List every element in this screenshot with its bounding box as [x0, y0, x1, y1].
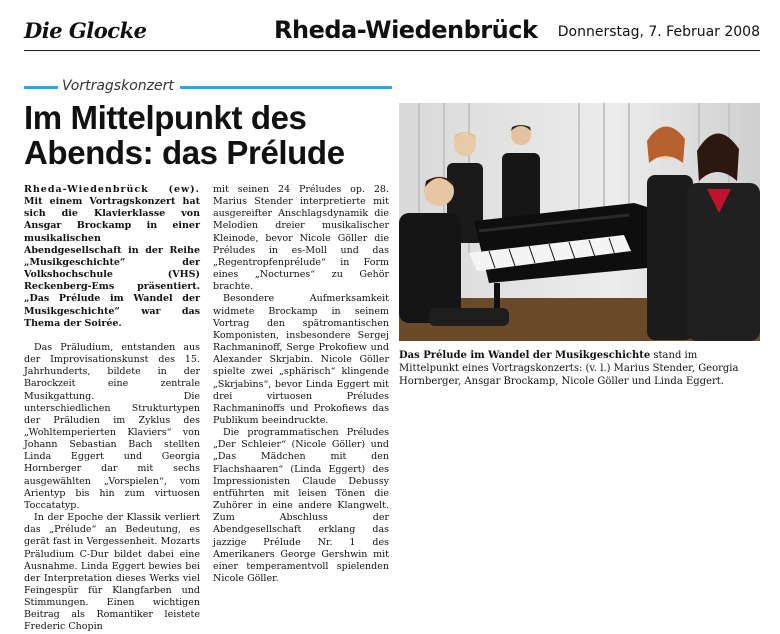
masthead [24, 14, 760, 51]
section-title: Rheda-Wiedenbrück [274, 16, 538, 44]
kicker: Vortragskonzert [62, 78, 174, 94]
photo-caption [399, 349, 760, 388]
issue-date: Donnerstag, 7. Februar 2008 [557, 24, 760, 40]
body-paragraph: Besondere Aufmerksamkeit widmete Brockamp in seinem Vortrag den spätromantischen Komponisten, insbesondere Sergej Rachmaninoff, Serge Prokofiew und Alexander Skrjabin. Nicole Göller spielte zwei „sphärisch“ klingende „Skrjabins“, bevor Linda Eggert mit drei virtuosen Préludes Rachmaninoffs und Prokofiews das Publikum beeindruckte. [213, 293, 389, 426]
kicker-rule-left [24, 86, 58, 89]
caption-text: stand im Mittelpunkt eines Vortragskonzerts: (v. l.) Marius Stender, Georgia Hornberger, Ansgar Brockamp, Nicole Göller und Linda Eggert. [399, 350, 739, 387]
caption-title: Das Prélude im Wandel der Musikgeschichte [399, 350, 651, 361]
article-column-2 [213, 184, 389, 585]
body-paragraph: mit seinen 24 Préludes op. 28. Marius Stender interpretierte mit ausgereifter Anschlagsdynamik die Melodien dreier musikalischer Kleinode, bevor Nicole Göller die Préludes in es-Moll und das „Regentropfenprélude“ in Form eines „Nocturnes“ zu Gehör brachte. [213, 184, 389, 293]
body-paragraph: Das Präludium, entstanden aus der Improvisationskunst des 15. Jahrhunderts, bildete in der Barockzeit eine zentrale Musikgattung. Die unterschiedlichen Strukturtypen der Präludien im Zyklus des „Wohltemperierten Klaviers“ von Johann Sebastian Bach stellten Linda Eggert und Georgia Hornberger dar mit sechs ausgewählten „Vorspielen“, vom Arientyp bis hin zum virtuosen Toccatatyp. [24, 341, 200, 511]
headline: Im Mittelpunkt des Abends: das Prélude [24, 99, 345, 171]
dateline: Rheda-Wiedenbrück (ew). [24, 184, 200, 195]
article-photo [399, 103, 760, 341]
article-column-1 [24, 184, 200, 634]
body-paragraph: Die programmatischen Préludes „Der Schleier“ (Nicole Göller) und „Das Mädchen mit den Flachshaaren“ (Linda Eggert) des Impressionisten Claude Debussy entführten mit leisen Tönen die Zuhörer in eine andere Klangwelt. Zum Abschluss der Abendgesellschaft erklang das jazzige Prélude Nr. 1 des Amerikaners George Gershwin mit einer temperamentvoll spielenden Nicole Göller. [213, 427, 389, 584]
lead-paragraph [24, 184, 200, 330]
body-paragraph: In der Epoche der Klassik verliert das „Prélude“ an Bedeutung, es gerät fast in Vergessenheit. Mozarts Präludium C-Dur bildet dabei eine Ausnahme. Linda Eggert bewies bei der Interpretation dieses Werks viel Feingespür für Klangfarben und Stimmungen. Einen wichtigen Beitrag als Romantiker leistete Frederic Chopin [24, 512, 200, 633]
newspaper-logo: Die Glocke [24, 18, 147, 43]
lead-text: Mit einem Vortragskonzert hat sich die Klavierklasse von Ansgar Brockamp in einer musikalischen Abendgesellschaft in der Reihe „Musikgeschichte“ der Volkshochschule (VHS) Reckenberg-Ems präsentiert. „Das Prélude im Wandel der Musikgeschichte“ war das Thema der Soirée. [24, 196, 200, 329]
kicker-rule-right [180, 86, 392, 89]
photo-illustration [399, 103, 760, 341]
